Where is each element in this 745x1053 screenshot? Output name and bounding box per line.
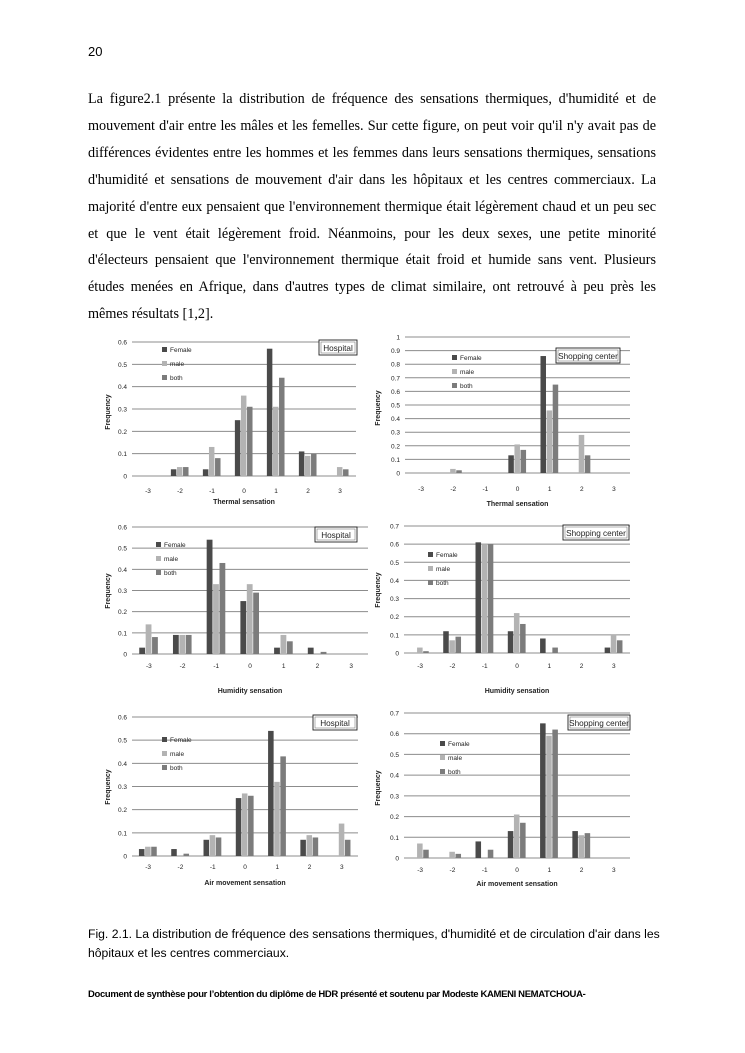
y-tick-label: 0.5 xyxy=(117,361,127,369)
x-tick-label: 1 xyxy=(547,663,552,670)
legend-label: Female xyxy=(170,737,192,744)
legend-label: male xyxy=(448,755,463,762)
y-tick-label: 0.1 xyxy=(389,632,399,640)
x-tick-label: 3 xyxy=(612,867,616,874)
bar-both xyxy=(183,854,189,856)
figure-caption: Fig. 2.1. La distribution de fréquence des sensations thermiques, d'humidité et de circulation d'air dans les hôpitaux et les centres commerciaux. xyxy=(88,927,660,960)
bar-female xyxy=(203,469,208,476)
x-axis-label: Air movement sensation xyxy=(204,880,286,887)
x-tick-label: 2 xyxy=(579,486,584,493)
y-tick-label: 0.4 xyxy=(117,384,127,392)
bar-both xyxy=(553,385,559,473)
x-tick-label: 3 xyxy=(612,486,616,493)
bar-male xyxy=(579,835,585,858)
x-tick-label: 0 xyxy=(515,663,519,670)
bar-male xyxy=(274,782,280,856)
bar-both xyxy=(313,837,319,856)
legend-swatch-female xyxy=(440,741,445,746)
bar-male xyxy=(145,847,151,856)
x-tick-label: 2 xyxy=(306,488,310,495)
bar-both xyxy=(617,640,623,653)
y-tick-label: 0.5 xyxy=(390,402,400,410)
x-tick-label: 2 xyxy=(579,663,584,670)
chart-shopping-humidity xyxy=(372,518,634,698)
bar-both xyxy=(423,850,429,858)
bar-male xyxy=(339,824,345,856)
bar-female xyxy=(300,840,306,856)
bar-female xyxy=(308,648,314,654)
y-tick-label: 0.3 xyxy=(117,784,127,791)
x-axis-label: Humidity sensation xyxy=(484,688,550,695)
y-tick-label: 0.1 xyxy=(117,830,127,838)
y-tick-label: 0.5 xyxy=(389,751,399,759)
x-tick-label: -2 xyxy=(177,488,183,495)
y-tick-label: 0.3 xyxy=(117,406,127,414)
bar-male xyxy=(210,835,216,856)
y-tick-label: 0.4 xyxy=(390,416,400,424)
legend-swatch-both xyxy=(440,769,445,774)
bar-both xyxy=(520,823,526,858)
legend-label: Female xyxy=(164,542,186,549)
bar-both xyxy=(343,469,348,476)
bar-male xyxy=(579,435,585,473)
chart-title: Shopping center xyxy=(569,719,629,728)
y-tick-label: 0.2 xyxy=(389,614,399,622)
bar-both xyxy=(552,730,558,858)
page-footer: Document de synthèse pour l’obtention du diplôme de HDR présenté et soutenu par Modeste KAMENI NEMATCHOUA- xyxy=(88,989,586,1000)
y-axis-label: Frequency xyxy=(105,573,112,609)
legend-swatch-female xyxy=(428,552,433,557)
y-tick-label: 0.7 xyxy=(389,710,399,718)
bar-both xyxy=(152,637,158,654)
bar-male xyxy=(337,467,342,476)
bar-both xyxy=(321,652,327,654)
y-tick-label: 0.4 xyxy=(389,577,399,585)
y-axis-label: Frequency xyxy=(105,394,112,430)
legend-swatch-female xyxy=(162,737,167,742)
y-tick-label: 0.1 xyxy=(117,630,127,638)
legend-swatch-male xyxy=(156,556,161,561)
legend-swatch-both xyxy=(452,383,457,388)
bar-male xyxy=(547,410,553,473)
legend-swatch-female xyxy=(156,542,161,547)
bar-both xyxy=(585,455,591,473)
y-tick-label: 0.1 xyxy=(389,834,399,842)
legend-label: male xyxy=(170,361,185,368)
chart-hospital-humidity xyxy=(100,518,372,698)
y-tick-label: 0.6 xyxy=(117,714,127,722)
chart-hospital-air-movement xyxy=(100,708,372,890)
x-tick-label: -2 xyxy=(449,867,456,874)
bar-both xyxy=(552,648,558,653)
y-axis-label: Frequency xyxy=(105,769,112,805)
legend-label: male xyxy=(164,556,179,563)
x-tick-label: 2 xyxy=(315,663,320,670)
x-tick-label: 3 xyxy=(338,488,342,495)
bar-female xyxy=(508,831,514,858)
legend-label: both xyxy=(170,375,183,382)
y-tick-label: 0.2 xyxy=(390,443,400,451)
bar-both xyxy=(183,467,188,476)
bar-both xyxy=(456,470,462,473)
bar-both xyxy=(151,847,157,856)
y-tick-label: 0.1 xyxy=(117,451,127,459)
x-tick-label: -3 xyxy=(418,486,424,493)
bar-male xyxy=(514,613,520,653)
bar-both xyxy=(287,641,293,654)
bar-male xyxy=(213,584,219,654)
legend-label: Female xyxy=(448,741,470,748)
bar-male xyxy=(209,447,214,476)
bar-male xyxy=(417,648,423,653)
page-number: 20 xyxy=(88,44,103,59)
x-tick-label: -2 xyxy=(179,663,186,670)
legend-label: Female xyxy=(170,347,192,354)
bar-female xyxy=(572,831,578,858)
y-tick-label: 0 xyxy=(123,853,127,861)
bar-both xyxy=(219,563,225,654)
y-tick-label: 1 xyxy=(396,334,400,342)
bar-female xyxy=(139,648,145,654)
bar-female xyxy=(139,849,145,856)
x-tick-label: 1 xyxy=(547,486,552,493)
x-tick-label: 1 xyxy=(547,867,552,874)
x-tick-label: -1 xyxy=(209,864,216,871)
x-tick-label: -3 xyxy=(145,488,151,495)
y-tick-label: 0.3 xyxy=(117,588,127,595)
bar-male xyxy=(241,396,246,476)
bar-both xyxy=(585,833,591,858)
bar-both xyxy=(423,651,429,653)
x-tick-label: -2 xyxy=(177,864,184,871)
y-tick-label: 0.9 xyxy=(390,348,400,356)
bar-male xyxy=(177,467,182,476)
y-tick-label: 0.7 xyxy=(389,523,399,531)
x-axis-label: Air movement sensation xyxy=(476,881,558,888)
bar-female xyxy=(274,648,280,654)
bar-female xyxy=(443,631,449,653)
legend-label: both xyxy=(448,769,461,776)
bar-both xyxy=(247,407,252,476)
bar-both xyxy=(455,637,461,653)
bar-male xyxy=(305,456,310,476)
bar-male xyxy=(449,640,455,653)
legend-label: male xyxy=(170,751,185,758)
y-tick-label: 0.6 xyxy=(389,731,399,739)
bar-male xyxy=(179,635,185,654)
bar-both xyxy=(488,544,494,653)
y-tick-label: 0.3 xyxy=(389,596,399,604)
legend-swatch-both xyxy=(156,570,161,575)
legend-label: Female xyxy=(460,355,482,362)
bar-male xyxy=(450,469,456,473)
x-tick-label: 0 xyxy=(242,488,246,495)
bar-male xyxy=(611,635,617,653)
bar-both xyxy=(279,378,284,476)
bar-female xyxy=(171,849,177,856)
chart-title: Shopping center xyxy=(566,529,626,538)
legend-swatch-female xyxy=(162,347,167,352)
x-tick-label: 3 xyxy=(340,864,344,871)
bar-female xyxy=(476,542,482,653)
chart-shopping-air-movement xyxy=(372,708,634,890)
bar-both xyxy=(215,458,220,476)
x-tick-label: -3 xyxy=(417,867,424,874)
x-tick-label: -3 xyxy=(417,663,424,670)
y-tick-label: 0 xyxy=(123,473,127,481)
bar-male xyxy=(417,844,423,859)
legend-swatch-male xyxy=(428,566,433,571)
bar-both xyxy=(186,635,192,654)
bar-male xyxy=(146,624,152,654)
bar-male xyxy=(482,544,488,653)
bar-female xyxy=(540,723,546,858)
chart-title: Shopping center xyxy=(558,352,618,361)
x-tick-label: -1 xyxy=(482,486,489,493)
x-tick-label: -3 xyxy=(145,864,152,871)
bar-female xyxy=(240,601,246,654)
legend-swatch-both xyxy=(428,580,433,585)
legend-swatch-male xyxy=(452,369,457,374)
x-tick-label: 2 xyxy=(579,867,584,874)
x-tick-label: 1 xyxy=(274,488,278,495)
y-tick-label: 0.2 xyxy=(389,814,399,822)
y-tick-label: 0.4 xyxy=(117,760,127,768)
x-tick-label: 1 xyxy=(281,663,286,670)
bar-female xyxy=(267,349,272,476)
bar-both xyxy=(253,593,259,654)
bar-female xyxy=(476,841,482,858)
chart-hospital-thermal xyxy=(100,330,372,508)
bar-male xyxy=(546,736,552,858)
x-tick-label: -1 xyxy=(481,867,488,874)
legend-label: male xyxy=(436,566,451,573)
chart-title: Hospital xyxy=(320,719,350,728)
x-tick-label: 0 xyxy=(515,867,519,874)
x-tick-label: -1 xyxy=(481,663,488,670)
body-paragraph: La figure2.1 présente la distribution de fréquence des sensations thermiques, d'humidité et de mouvement d'air entre les mâles et les femelles. Sur cette figure, on peut voir qu'il n'y avait pas de différences évidentes entre les hommes et les femmes dans leurs sensations thermiques, sensations d'humidité et sensations de mouvement d'air dans les hôpitaux et les centres commerciaux. La majorité d'entre eux pensaient que l'environnement thermique était légèrement chaud et un peu sec et que le vent était légèrement froid. Néanmoins, pour les deux sexes, une petite minorité d'électeurs pensaient que l'environnement thermique était froid et humide sans vent. Plusieurs études menées en Afrique, dans d'autres types de climat similaire, ont retrouvé à peu près les mêmes résultats [1,2]. xyxy=(88,91,656,323)
x-tick-label: 0 xyxy=(248,663,252,670)
x-tick-label: -2 xyxy=(449,663,456,670)
legend-swatch-male xyxy=(440,755,445,760)
bar-both xyxy=(345,840,351,856)
bar-both xyxy=(311,454,316,476)
bar-both xyxy=(521,450,527,473)
bar-female xyxy=(268,731,274,856)
x-axis-label: Thermal sensation xyxy=(486,501,549,508)
x-axis-label: Humidity sensation xyxy=(217,688,283,695)
legend-swatch-both xyxy=(162,765,167,770)
y-tick-label: 0 xyxy=(123,651,127,659)
bar-female xyxy=(540,356,546,473)
x-tick-label: 0 xyxy=(515,486,520,493)
y-axis-label: Frequency xyxy=(375,390,382,426)
y-tick-label: 0.4 xyxy=(117,566,127,574)
bar-both xyxy=(520,624,526,653)
x-tick-label: -1 xyxy=(213,663,220,670)
legend-label: both xyxy=(164,570,177,577)
legend-swatch-male xyxy=(162,361,167,366)
y-tick-label: 0.1 xyxy=(390,456,400,464)
y-tick-label: 0.6 xyxy=(117,339,127,347)
chart-title: Hospital xyxy=(323,344,353,353)
legend-label: both xyxy=(460,383,473,390)
bar-both xyxy=(488,850,494,858)
x-tick-label: 3 xyxy=(349,663,353,670)
bar-male xyxy=(247,584,253,654)
bar-female xyxy=(171,469,176,476)
y-tick-label: 0.3 xyxy=(389,793,399,801)
bar-male xyxy=(273,407,278,476)
legend-label: both xyxy=(170,765,183,772)
y-tick-label: 0.3 xyxy=(390,429,400,437)
y-tick-label: 0.2 xyxy=(117,428,127,436)
y-tick-label: 0.6 xyxy=(117,524,127,532)
y-tick-label: 0 xyxy=(395,650,399,658)
x-tick-label: -2 xyxy=(450,486,457,493)
x-tick-label: 1 xyxy=(275,864,280,871)
y-tick-label: 0 xyxy=(395,855,399,863)
bar-male xyxy=(449,852,455,858)
bar-both xyxy=(216,837,222,856)
bar-female xyxy=(236,798,242,856)
x-tick-label: -1 xyxy=(209,488,215,495)
bar-male xyxy=(514,815,520,859)
y-axis-label: Frequency xyxy=(375,572,382,608)
y-tick-label: 0.8 xyxy=(390,361,400,369)
bar-female xyxy=(540,638,546,653)
bar-female xyxy=(299,451,304,476)
bar-female xyxy=(605,648,611,653)
bar-female xyxy=(508,631,514,653)
y-tick-label: 0.5 xyxy=(117,545,127,553)
bar-male xyxy=(281,635,287,654)
y-axis-label: Frequency xyxy=(375,770,382,806)
x-axis-label: Thermal sensation xyxy=(213,499,275,506)
x-tick-label: -3 xyxy=(145,663,152,670)
y-tick-label: 0.6 xyxy=(390,388,400,396)
bar-male xyxy=(307,835,313,856)
x-tick-label: 2 xyxy=(307,864,312,871)
bar-male xyxy=(514,444,520,473)
bar-male xyxy=(242,793,248,856)
y-tick-label: 0.5 xyxy=(389,559,399,567)
x-tick-label: 0 xyxy=(243,864,247,871)
bar-both xyxy=(455,854,461,858)
y-tick-label: 0.6 xyxy=(389,541,399,549)
legend-label: male xyxy=(460,369,475,376)
chart-title: Hospital xyxy=(321,531,351,540)
bar-female xyxy=(235,420,240,476)
y-tick-label: 0.7 xyxy=(390,375,400,383)
legend-swatch-male xyxy=(162,751,167,756)
bar-female xyxy=(204,840,210,856)
legend-label: both xyxy=(436,580,449,587)
bar-both xyxy=(248,796,254,856)
chart-shopping-thermal xyxy=(372,330,634,508)
legend-label: Female xyxy=(436,552,458,559)
bar-both xyxy=(280,756,286,856)
y-tick-label: 0.2 xyxy=(117,609,127,617)
bar-female xyxy=(207,540,213,654)
y-tick-label: 0.5 xyxy=(117,737,127,745)
y-tick-label: 0 xyxy=(396,470,400,478)
legend-swatch-female xyxy=(452,355,457,360)
x-tick-label: 3 xyxy=(612,663,616,670)
y-tick-label: 0.2 xyxy=(117,807,127,815)
legend-swatch-both xyxy=(162,375,167,380)
bar-female xyxy=(508,455,514,473)
bar-female xyxy=(173,635,179,654)
y-tick-label: 0.4 xyxy=(389,772,399,780)
